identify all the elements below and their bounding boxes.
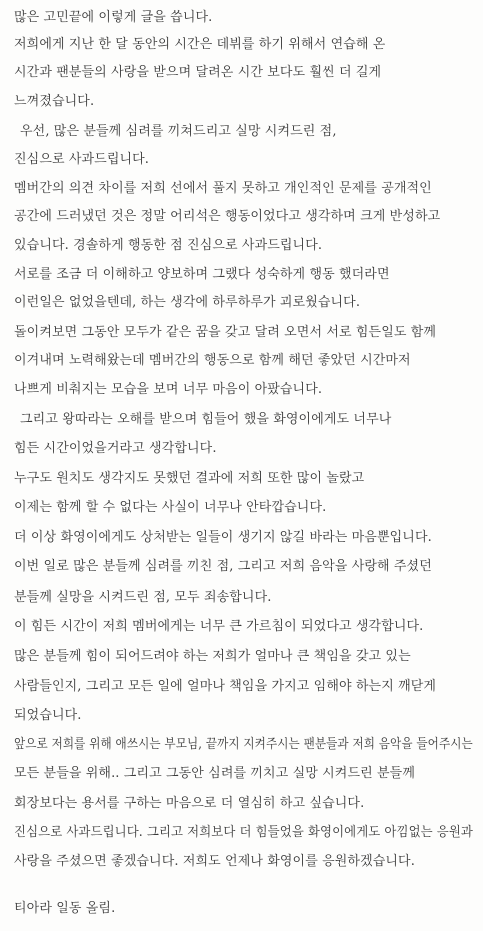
letter-line: 더 이상 화영이에게도 상처받는 일들이 생기지 않길 바라는 마음뿐입니다. — [14, 530, 432, 545]
letter-line: 서로를 조금 더 이해하고 양보하며 그랬다 성숙하게 행동 했더라면 — [14, 267, 390, 282]
letter-line: 누구도 원치도 생각지도 못했던 결과에 저희 또한 많이 놀랐고 — [14, 471, 365, 486]
letter-line: 이겨내며 노력해왔는데 멤버간의 행동으로 함께 해던 좋았던 시간마저 — [14, 353, 411, 368]
letter-line: 돌이켜보면 그동안 모두가 같은 꿈을 갖고 달려 오면서 서로 힘든일도 함께 — [14, 325, 437, 340]
letter-line: 있습니다. 경솔하게 행동한 점 진심으로 사과드립니다. — [14, 238, 323, 253]
letter-line: 이제는 함께 할 수 없다는 사실이 너무나 안타깝습니다. — [14, 500, 327, 515]
letter-line: 이런일은 없었을텐데, 하는 생각에 하루하루가 괴로웠습니다. — [14, 295, 361, 310]
letter-line: 분들께 실망을 시켜드린 점, 모두 죄송합니다. — [14, 590, 272, 605]
letter-line: 앞으로 저희를 위해 애쓰시는 부모님, 끝까지 지켜주시는 팬분들과 저희 음악을 들어주시는 — [14, 737, 473, 752]
letter-line: 많은 분들께 힘이 되어드려야 하는 저희가 얼마나 큰 책임을 갖고 있는 — [14, 649, 411, 664]
letter-line: 힘든 시간이었을거라고 생각합니다. — [14, 441, 217, 456]
letter-line: 되었습니다. — [14, 708, 82, 723]
letter-line: 진심으로 사과드립니다. — [14, 152, 150, 167]
letter-line: 사랑을 주셨으면 좋겠습니다. 저희도 언제나 화영이를 응원하겠습니다. — [14, 854, 415, 869]
letter-line: 우선, 많은 분들께 심려를 끼쳐드리고 실망 시켜드린 점, — [20, 124, 337, 139]
letter-line: 모든 분들을 위해.. 그리고 그동안 심려를 끼치고 실망 시켜드린 분들께 — [14, 766, 415, 781]
letter-line: 이번 일로 많은 분들께 심려를 끼친 점, 그리고 저희 음악을 사랑해 주셨던 — [14, 559, 432, 574]
letter-line: 사람들인지, 그리고 모든 일에 얼마나 책임을 가지고 임해야 하는지 깨닫게 — [14, 679, 437, 694]
letter-line: 멤버간의 의견 차이를 저희 선에서 풀지 못하고 개인적인 문제를 공개적인 — [14, 181, 432, 196]
letter-line: 저희에게 지난 한 달 동안의 시간은 데뷔를 하기 위해서 연습해 온 — [14, 37, 386, 52]
letter-line: 시간과 팬분들의 사랑을 받으며 달려온 시간 보다도 훨씬 더 길게 — [14, 65, 382, 80]
letter-line: 나쁘게 비춰지는 모습을 보며 너무 마음이 아팠습니다. — [14, 382, 323, 397]
letter-line: 그리고 왕따라는 오해를 받으며 힘들어 했을 화영이에게도 너무나 — [20, 412, 392, 427]
letter-line: 이 힘든 시간이 저희 멤버에게는 너무 큰 가르침이 되었다고 생각합니다. — [14, 619, 424, 634]
letter-line: 많은 고민끝에 이렇게 글을 씁니다. — [14, 10, 213, 25]
letter-line: 회장보다는 용서를 구하는 마음으로 더 열심히 하고 싶습니다. — [14, 796, 365, 811]
letter-line: 느껴졌습니다. — [14, 94, 95, 109]
letter-signature: 티아라 일동 올림. — [14, 901, 116, 916]
letter-line: 공간에 드러냈던 것은 정말 어리석은 행동이었다고 생각하며 크게 반성하고 — [14, 209, 441, 224]
letter-line: 진심으로 사과드립니다. 그리고 저희보다 더 힘들었을 화영이에게도 아낌없는 응원과 — [14, 825, 473, 840]
